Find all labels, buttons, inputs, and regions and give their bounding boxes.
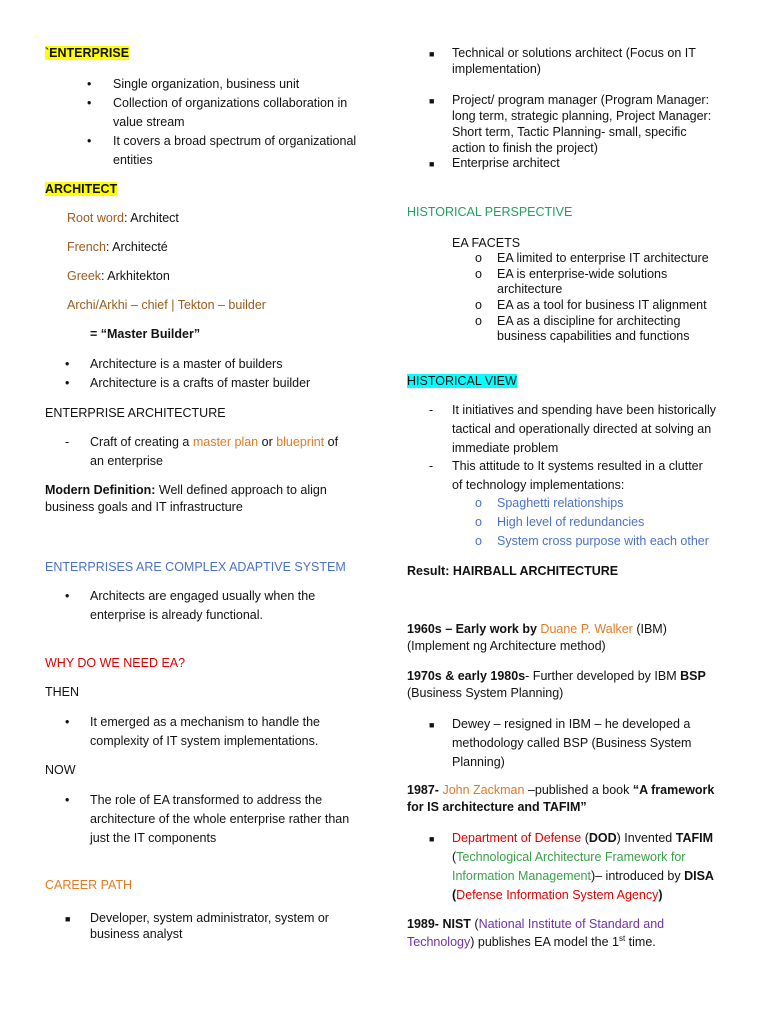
circle-bullet-icon: o	[475, 267, 482, 281]
dewey-item: ■ Dewey – resigned in IBM – he developed a methodology called BSP (Business System Planning)	[429, 717, 692, 769]
list-item: o EA as a tool for business IT alignment	[475, 298, 707, 312]
historical-perspective-heading: HISTORICAL PERSPECTIVE	[407, 205, 573, 219]
now-label: NOW	[45, 763, 76, 777]
career-heading: CAREER PATH	[45, 878, 133, 892]
circle-bullet-icon: o	[475, 298, 482, 312]
bullet-dot-icon: •	[65, 589, 70, 603]
master-builder: = “Master Builder”	[90, 327, 201, 341]
timeline-1970: 1970s & early 1980s- Further developed by IBM BSP (Business System Planning)	[407, 669, 706, 700]
circle-bullet-icon: o	[475, 314, 482, 328]
square-bullet-icon: ■	[429, 720, 435, 730]
list-item: o Spaghetti relationships	[475, 496, 624, 510]
why-heading: WHY DO WE NEED EA?	[45, 656, 186, 670]
timeline-1960: 1960s – Early work by Duane P. Walker (IBM) (Implement ng Architecture method)	[407, 622, 667, 653]
result-line: Result: HAIRBALL ARCHITECTURE	[407, 564, 619, 578]
career-bullet: ■ Developer, system administrator, system or business analyst	[65, 911, 329, 941]
square-bullet-icon: ■	[429, 834, 435, 844]
circle-bullet-icon: o	[475, 534, 482, 548]
list-item: o System cross purpose with each other	[475, 534, 709, 548]
dash-icon: -	[65, 435, 70, 449]
dash-icon: -	[429, 403, 434, 417]
circle-bullet-icon: o	[475, 251, 482, 265]
complex-heading: ENTERPRISES ARE COMPLEX ADAPTIVE SYSTEM	[45, 560, 346, 574]
then-bullet: • It emerged as a mechanism to handle the complexity of IT system implementations.	[65, 715, 320, 748]
square-bullet-icon: ■	[65, 914, 71, 924]
architect-heading: ARCHITECT	[45, 182, 118, 196]
list-item: • It covers a broad spectrum of organizational entities	[87, 134, 357, 167]
list-item: o EA limited to enterprise IT architecture	[475, 251, 709, 265]
square-bullet-icon: ■	[429, 49, 435, 59]
timeline-1987: 1987- John Zackman –published a book “A framework for IS architecture and TAFIM”	[407, 783, 715, 814]
historical-view-heading: HISTORICAL VIEW	[407, 374, 517, 388]
dash-icon: -	[429, 459, 434, 473]
ea-facets-label: EA FACETS	[452, 236, 521, 250]
bullet-dot-icon: •	[65, 715, 70, 729]
bullet-dot-icon: •	[87, 96, 92, 110]
bullet-dot-icon: •	[65, 376, 70, 390]
square-bullet-icon: ■	[429, 96, 435, 106]
role-item: ■ Project/ program manager (Program Manager: long term, strategic planning, Project Manager: Short term, Tactic Planning- small, specific action to finish the project)	[429, 93, 712, 155]
enterprise-bullets	[45, 75, 375, 170]
list-item: • Single organization, business unit	[87, 77, 300, 91]
modern-definition: Modern Definition: Well defined approach to align business goals and IT infrastructure	[45, 483, 327, 514]
french-line: French: Architecté	[67, 240, 168, 254]
root-word-line: Root word: Architect	[67, 211, 179, 225]
now-bullet: • The role of EA transformed to address the architecture of the whole enterprise rather than just the IT components	[65, 793, 350, 845]
ea-heading: ENTERPRISE ARCHITECTURE	[45, 406, 226, 420]
bullet-dot-icon: •	[65, 357, 70, 371]
enterprise-heading: `ENTERPRISE	[45, 46, 130, 60]
view-subitems	[407, 496, 747, 553]
role-item: ■ Technical or solutions architect (Focus on IT implementation)	[429, 46, 696, 76]
list-item: • Architecture is a master of builders	[65, 357, 283, 371]
complex-bullet: • Architects are engaged usually when the enterprise is already functional.	[65, 589, 316, 622]
view-item: - This attitude to It systems resulted in a clutter of technology implementations:	[429, 459, 703, 492]
view-item: - It initiatives and spending have been historically tactical and operationally directed at solving an immediate problem	[429, 403, 717, 455]
list-item: o EA as a discipline for architecting business capabilities and functions	[475, 314, 690, 343]
list-item: • Architecture is a crafts of master builder	[65, 376, 311, 390]
circle-bullet-icon: o	[475, 496, 482, 510]
list-item: • Collection of organizations collaboration in value stream	[87, 96, 348, 129]
bullet-dot-icon: •	[87, 77, 92, 91]
list-item: o High level of redundancies	[475, 515, 645, 529]
bullet-dot-icon: •	[65, 793, 70, 807]
greek-line: Greek: Arkhitekton	[67, 269, 170, 283]
architect-bullets	[45, 357, 375, 395]
bullet-dot-icon: •	[87, 134, 92, 148]
archi-line: Archi/Arkhi – chief | Tekton – builder	[67, 298, 266, 312]
timeline-1989: 1989- NIST (National Institute of Standard and Technology) publishes EA model the 1st time.	[407, 917, 665, 950]
circle-bullet-icon: o	[475, 515, 482, 529]
facets-list	[407, 251, 747, 345]
then-label: THEN	[45, 685, 80, 699]
role-item: ■ Enterprise architect	[429, 156, 560, 170]
square-bullet-icon: ■	[429, 159, 435, 169]
dod-item: ■ Department of Defense (DOD) Invented TAFIM (Technological Architecture Framework for Information Management)– introduced by DISA (Defense Information System Agency)	[429, 831, 714, 902]
ea-craft-item: - Craft of creating a master plan or blueprint of an enterprise	[65, 435, 339, 468]
list-item: o EA is enterprise-wide solutions architecture	[475, 267, 668, 296]
